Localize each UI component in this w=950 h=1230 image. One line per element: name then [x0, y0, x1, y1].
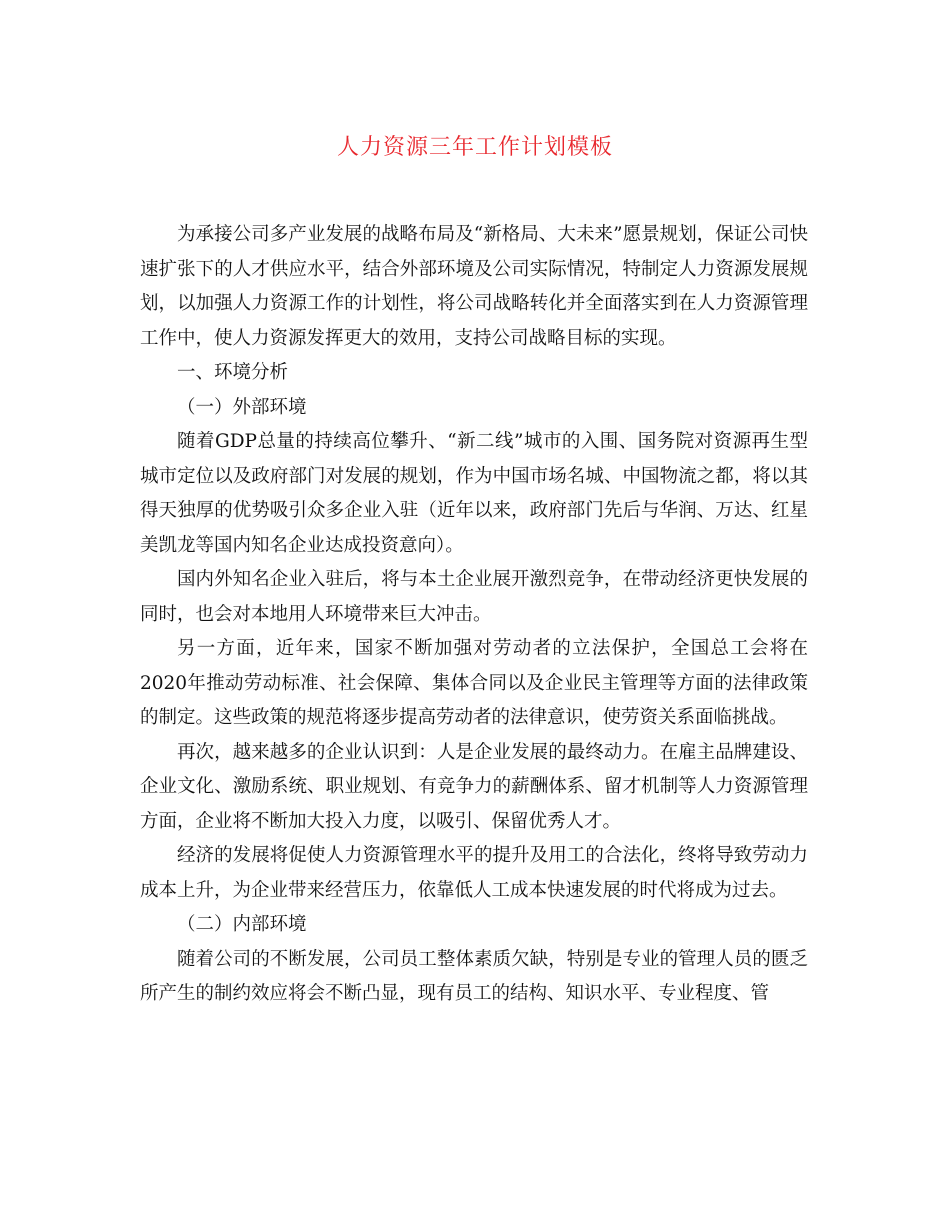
paragraph-internal-environment: 随着公司的不断发展，公司员工整体素质欠缺，特别是专业的管理人员的匮乏所产生的制约效应将会不断凸显，现有员工的结构、知识水平、专业程度、管	[140, 948, 808, 1004]
intro-paragraph: 为承接公司多产业发展的战略布局及“新格局、大未来”愿景规划，保证公司快速扩张下的人才供应水平，结合外部环境及公司实际情况，特制定人力资源发展规划，以加强人力资源工作的计划性，将公司战略转化并全面落实到在人力资源管理工作中，使人力资源发挥更大的效用，支持公司战略目标的实现。	[140, 224, 808, 349]
section-heading-environment-analysis: 一、环境分析	[177, 362, 289, 383]
document-body	[140, 218, 808, 1012]
subsection-heading-internal-environment: （二）内部环境	[177, 914, 307, 935]
subsection-heading-external-environment: （一）外部环境	[177, 396, 307, 418]
paragraph-talent-investment: 再次，越来越多的企业认识到：人是企业发展的最终动力。在雇主品牌建设、企业文化、激励系统、职业规划、有竞争力的薪酬体系、留才机制等人力资源管理方面，企业将不断加大投入力度，以吸引、保留优秀人才。	[140, 741, 808, 832]
paragraph-external-economy: 随着GDP总量的持续高位攀升、“新二线”城市的入围、国务院对资源再生型城市定位以及政府部门对发展的规划，作为中国市场名城、中国物流之都，将以其得天独厚的优势吸引众多企业入驻（近年以来，政府部门先后与华润、万达、红星美凯龙等国内知名企业达成投资意向）。	[140, 431, 808, 556]
document-title: 人力资源三年工作计划模板	[336, 135, 613, 160]
paragraph-labor-law: 另一方面，近年来，国家不断加强对劳动者的立法保护，全国总工会将在2020年推动劳动标准、社会保障、集体合同以及企业民主管理等方面的法律政策的制定。这些政策的规范将逐步提高劳动者的法律意识，使劳资关系面临挑战。	[140, 638, 808, 728]
paragraph-labor-cost: 经济的发展将促使人力资源管理水平的提升及用工的合法化，终将导致劳动力成本上升，为企业带来经营压力，依靠低人工成本快速发展的时代将成为过去。	[140, 845, 808, 901]
paragraph-competition: 国内外知名企业入驻后，将与本土企业展开激烈竞争，在带动经济更快发展的同时，也会对本地用人环境带来巨大冲击。	[140, 569, 808, 625]
